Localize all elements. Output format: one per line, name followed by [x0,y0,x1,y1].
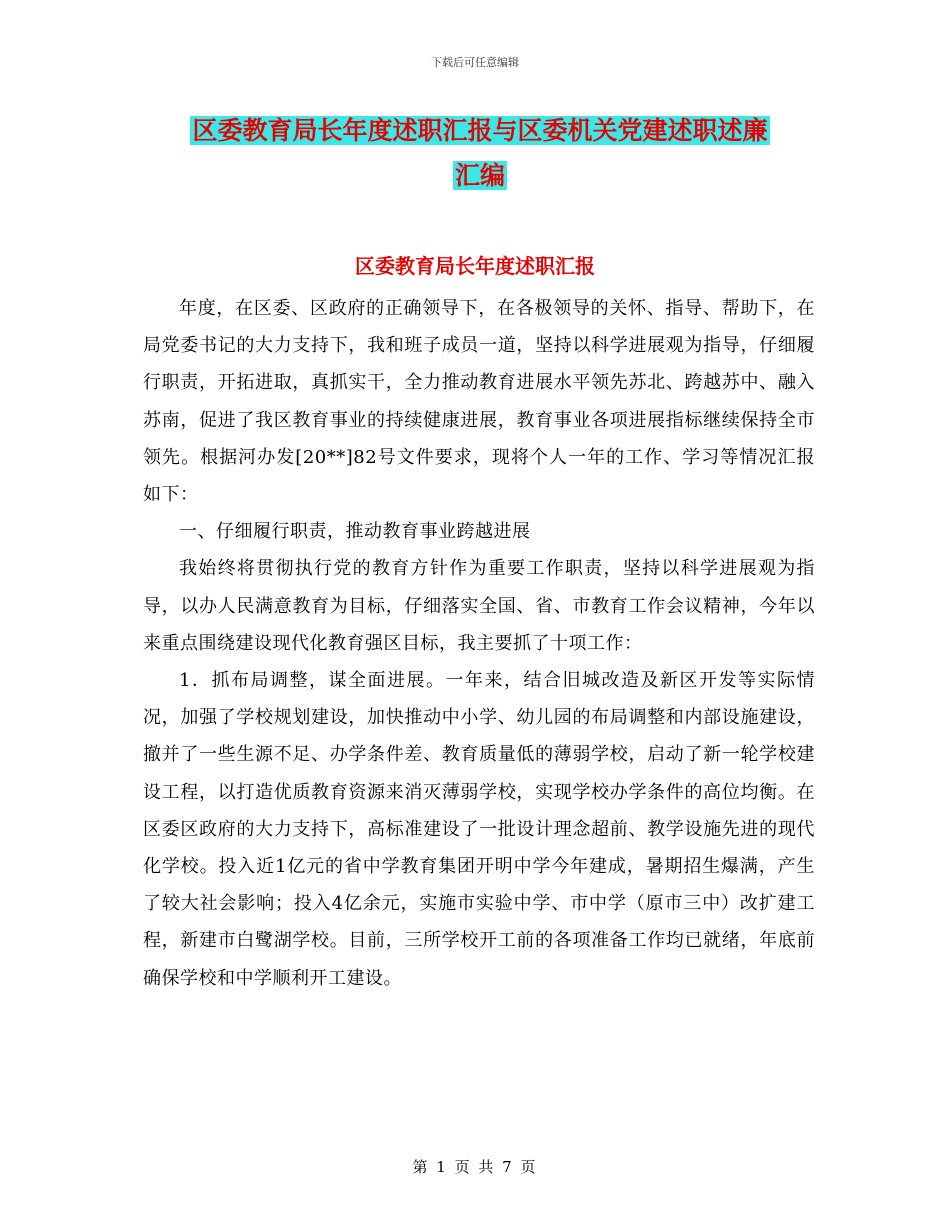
document-title [140,108,820,198]
paragraph: 一、仔细履行职责，推动教育事业跨越进展 [179,521,531,543]
paragraph: 年度，在区委、区政府的正确领导下，在各极领导的关怀、指导、帮助下，在局党委书记的大力支持下，我和班子成员一道，坚持以科学进展观为指导，仔细履行职责，开拓进取，真抓实干，全力推动教育进展水平领先苏北、跨越苏中、融入苏南，促进了我区教育事业的持续健康进展，教育事业各项进展指标继续保持全市领先。根据河办发[20**]82号文件要求，现将个人一年的工作、学习等情况汇报如下： [143,298,815,506]
header-note: 下载后可任意编辑 [431,56,519,69]
page-number: 第 1 页 共 7 页 [412,1158,538,1176]
paragraph: 1．抓布局调整，谋全面进展。一年来，结合旧城改造及新区开发等实际情况，加强了学校规划建设，加快推动中小学、幼儿园的布局调整和内部设施建设，撤并了一些生源不足、办学条件差、教育质量低的薄弱学校，启动了新一轮学校建设工程，以打造优质教育资源来消灭薄弱学校，实现学校办学条件的高位均衡。在区委区政府的大力支持下，高标准建设了一批设计理念超前、教学设施先进的现代化学校。投入近1亿元的省中学教育集团开明中学今年建成，暑期招生爆满，产生了较大社会影响；投入4亿余元，实施市实验中学、市中学（原市三中）改扩建工程，新建市白鹭湖学校。目前，三所学校开工前的各项准备工作均已就绪，年底前确保学校和中学顺利开工建设。 [143,670,815,989]
document-title-line-1: 区委教育局长年度述职汇报与区委机关党建述职述廉 [192,116,768,145]
paragraph: 我始终将贯彻执行党的教育方针作为重要工作职责，坚持以科学进展观为指导，以办人民满意教育为目标，仔细落实全国、省、市教育工作会议精神，今年以来重点围绕建设现代化教育强区目标，我主要抓了十项工作： [143,558,815,654]
document-title-line-2: 汇编 [454,161,505,190]
section-title: 区委教育局长年度述职汇报 [355,254,595,278]
body-text [143,290,815,997]
